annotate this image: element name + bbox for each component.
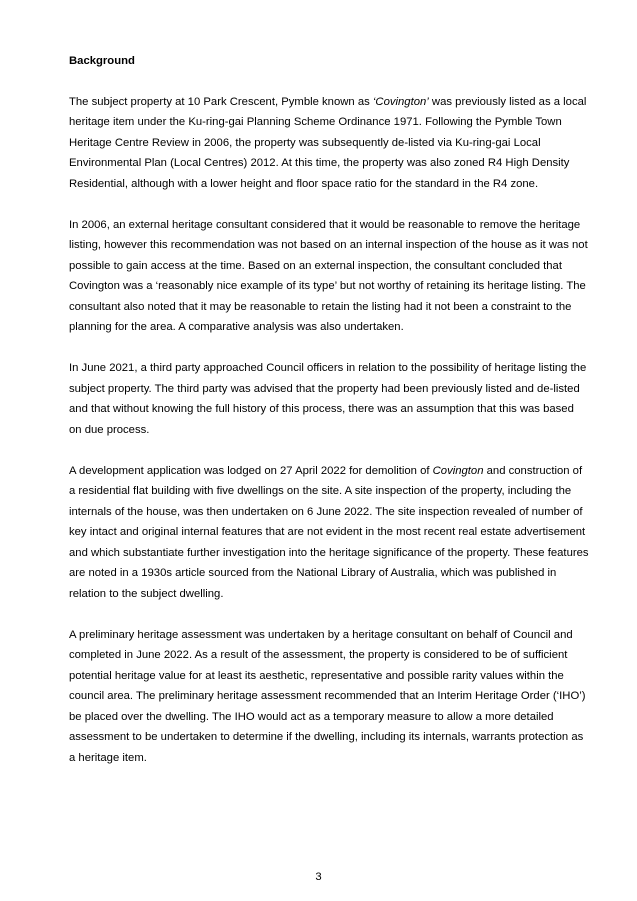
paragraph-4-text-1: A development application was lodged on 27 April 2022 for demolition of (69, 464, 433, 477)
section-heading: Background (69, 55, 135, 67)
paragraph-4 (69, 461, 589, 605)
document-body (69, 51, 589, 789)
paragraph-5 (69, 625, 589, 769)
paragraph-4-text-2: and construction of a residential flat building with five dwellings on the site. A site inspection of the property, including the internals of the house, was then undertaken on 6 June 2022. The site inspection revealed of number of key intact and original internal features that are not evident in the most recent real estate advertisement and which substantiate further investigation into the heritage significance of the property. These features are noted in a 1930s article sourced from the National Library of Australia, which was published in relation to the subject dwelling. (69, 464, 589, 600)
paragraph-3-text: In June 2021, a third party approached Council officers in relation to the possibility of heritage listing the subject property. The third party was advised that the property had been previously listed and de-listed and that without knowing the full history of this process, there was an assumption that this was based on due process. (69, 362, 587, 436)
paragraph-4-italic-title: Covington (432, 464, 484, 477)
paragraph-2 (69, 215, 589, 338)
paragraph-5-text: A preliminary heritage assessment was undertaken by a heritage consultant on behalf of Council and completed in June 2022. As a result of the assessment, the property is considered to be of sufficient potential heritage value for at least its aesthetic, representative and possible rarity values within the council area. The preliminary heritage assessment recommended that an Interim Heritage Order (‘IHO’) be placed over the dwelling. The IHO would act as a temporary measure to allow a more detailed assessment to be undertaken to determine if the dwelling, including its internals, warrants protection as a heritage item. (69, 628, 586, 764)
paragraph-1-text-1: The subject property at 10 Park Crescent, Pymble known as (69, 95, 373, 108)
paragraph-2-text: In 2006, an external heritage consultant considered that it would be reasonable to remove the heritage listing, however this recommendation was not based on an internal inspection of the house as it was not possible to gain access at the time. Based on an external inspection, the consultant concluded that Covington was a ‘reasonably nice example of its type’ but not worthy of retaining its heritage listing. The consultant also noted that it may be reasonable to retain the listing had it not been a constraint to the planning for the area. A comparative analysis was also undertaken. (69, 218, 588, 333)
paragraph-1-italic-title: ‘Covington’ (372, 95, 429, 108)
page-number: 3 (315, 871, 322, 883)
paragraph-1-text-2: was previously listed as a local heritage item under the Ku-ring-gai Planning Scheme Ordinance 1971. Following the Pymble Town Heritage Centre Review in 2006, the property was subsequently de-listed via Ku-ring-gai Local Environmental Plan (Local Centres) 2012. At this time, the property was also zoned R4 High Density Residential, although with a lower height and floor space ratio for the standard in the R4 zone. (69, 95, 587, 190)
paragraph-3 (69, 358, 589, 440)
paragraph-1 (69, 92, 589, 195)
